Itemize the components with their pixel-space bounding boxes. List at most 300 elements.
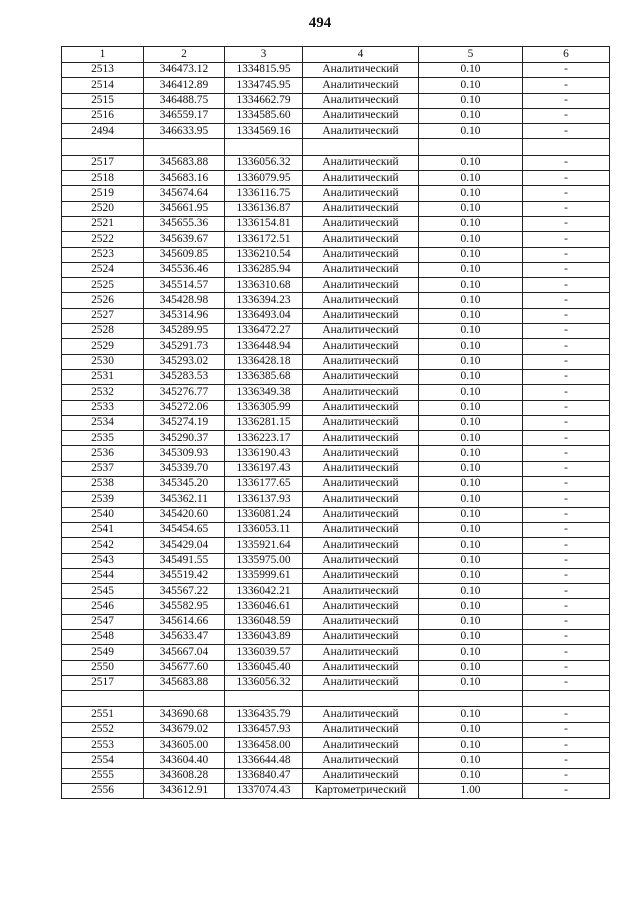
table-cell: 1336154.81 <box>225 216 303 231</box>
table-row <box>62 675 610 690</box>
table-cell <box>303 691 419 707</box>
table-cell: 345683.16 <box>144 171 225 186</box>
table-cell: 0.10 <box>419 385 523 400</box>
table-cell: Аналитический <box>303 675 419 690</box>
table-cell: - <box>523 247 610 262</box>
table-cell: Аналитический <box>303 400 419 415</box>
table-cell: 345639.67 <box>144 232 225 247</box>
table-cell: 0.10 <box>419 768 523 783</box>
table-cell: 0.10 <box>419 324 523 339</box>
table-cell: - <box>523 400 610 415</box>
table-cell: Аналитический <box>303 660 419 675</box>
table-cell: 345289.95 <box>144 324 225 339</box>
table-cell: - <box>523 645 610 660</box>
table-cell: 0.10 <box>419 308 523 323</box>
table-cell: - <box>523 108 610 123</box>
table-row <box>62 599 610 614</box>
table-cell: Аналитический <box>303 461 419 476</box>
table-cell: 1336458.00 <box>225 738 303 753</box>
table-cell: 1334569.16 <box>225 124 303 139</box>
table-cell: 345428.98 <box>144 293 225 308</box>
table-cell: 2530 <box>62 354 144 369</box>
table-cell: 1336310.68 <box>225 278 303 293</box>
table-cell: 1336472.27 <box>225 324 303 339</box>
table-cell: 343608.28 <box>144 768 225 783</box>
table-cell: 1334585.60 <box>225 108 303 123</box>
table-row <box>62 431 610 446</box>
table-cell: 2529 <box>62 339 144 354</box>
table-cell: Аналитический <box>303 124 419 139</box>
table-cell: 0.10 <box>419 446 523 461</box>
table-cell: Аналитический <box>303 477 419 492</box>
table-cell: 345655.36 <box>144 216 225 231</box>
table-cell: 0.10 <box>419 629 523 644</box>
table-cell: 1335975.00 <box>225 553 303 568</box>
column-header: 2 <box>144 47 225 63</box>
table-cell: Аналитический <box>303 339 419 354</box>
table-cell: 2531 <box>62 369 144 384</box>
table-cell: 345667.04 <box>144 645 225 660</box>
table-cell: Аналитический <box>303 63 419 78</box>
table-cell: 2522 <box>62 232 144 247</box>
table-cell: Аналитический <box>303 553 419 568</box>
table-cell: 2545 <box>62 584 144 599</box>
table-cell: - <box>523 614 610 629</box>
table-cell: - <box>523 431 610 446</box>
table-cell: Аналитический <box>303 293 419 308</box>
table-cell <box>225 691 303 707</box>
table-cell: 1.00 <box>419 783 523 798</box>
table-cell: - <box>523 538 610 553</box>
table-cell: - <box>523 171 610 186</box>
table-cell: 343604.40 <box>144 753 225 768</box>
table-cell: 1336056.32 <box>225 675 303 690</box>
table-row <box>62 124 610 139</box>
table-cell: 1336172.51 <box>225 232 303 247</box>
table-cell: - <box>523 584 610 599</box>
table-cell: 1336046.61 <box>225 599 303 614</box>
table-cell: 0.10 <box>419 675 523 690</box>
table-row <box>62 78 610 93</box>
table-cell: 1336281.15 <box>225 415 303 430</box>
table-cell: 2539 <box>62 492 144 507</box>
table-cell: 2546 <box>62 599 144 614</box>
table-cell: - <box>523 186 610 201</box>
table-cell: 2520 <box>62 201 144 216</box>
table-cell: 2555 <box>62 768 144 783</box>
table-cell: Аналитический <box>303 201 419 216</box>
table-cell: 1336840.47 <box>225 768 303 783</box>
table-cell: 1336210.54 <box>225 247 303 262</box>
table-row <box>62 308 610 323</box>
table-row <box>62 155 610 170</box>
table-cell: - <box>523 461 610 476</box>
table-cell: 0.10 <box>419 568 523 583</box>
table-row <box>62 553 610 568</box>
table-cell: Аналитический <box>303 232 419 247</box>
table-cell: 0.10 <box>419 78 523 93</box>
table-row <box>62 232 610 247</box>
table-cell: Аналитический <box>303 78 419 93</box>
table-cell: 0.10 <box>419 738 523 753</box>
table-cell: 345536.46 <box>144 262 225 277</box>
table-cell: - <box>523 722 610 737</box>
table-cell: 1336385.68 <box>225 369 303 384</box>
table-cell: - <box>523 738 610 753</box>
table-cell: 345272.06 <box>144 400 225 415</box>
table-cell: 0.10 <box>419 201 523 216</box>
table-cell: 345420.60 <box>144 507 225 522</box>
table-cell: 2553 <box>62 738 144 753</box>
table-cell: 345609.85 <box>144 247 225 262</box>
table-cell: - <box>523 339 610 354</box>
table-cell <box>225 139 303 155</box>
table-cell: - <box>523 415 610 430</box>
table-cell: 1336039.57 <box>225 645 303 660</box>
table-cell: 345291.73 <box>144 339 225 354</box>
table-cell: 2556 <box>62 783 144 798</box>
table-cell: 2526 <box>62 293 144 308</box>
table-row <box>62 507 610 522</box>
table-cell: 0.10 <box>419 354 523 369</box>
table-cell: 1336042.21 <box>225 584 303 599</box>
table-cell: Аналитический <box>303 431 419 446</box>
table-cell: 0.10 <box>419 722 523 737</box>
table-cell: 0.10 <box>419 614 523 629</box>
table-cell: 2550 <box>62 660 144 675</box>
table-row <box>62 645 610 660</box>
table-row <box>62 492 610 507</box>
table-cell: 345274.19 <box>144 415 225 430</box>
table-cell: 0.10 <box>419 431 523 446</box>
table-cell: 346633.95 <box>144 124 225 139</box>
table-row <box>62 584 610 599</box>
table-cell: 1336043.89 <box>225 629 303 644</box>
table-row <box>62 262 610 277</box>
table-row <box>62 108 610 123</box>
table-cell: 0.10 <box>419 216 523 231</box>
table-cell: 2536 <box>62 446 144 461</box>
table-cell: 1334745.95 <box>225 78 303 93</box>
column-header: 6 <box>523 47 610 63</box>
table-cell: 343679.02 <box>144 722 225 737</box>
table-cell: 345567.22 <box>144 584 225 599</box>
table-cell: 345677.60 <box>144 660 225 675</box>
table-row <box>62 461 610 476</box>
coordinates-table <box>61 46 610 799</box>
table-cell: 345345.20 <box>144 477 225 492</box>
table-cell: 343605.00 <box>144 738 225 753</box>
table-cell: Аналитический <box>303 707 419 722</box>
table-cell: 2514 <box>62 78 144 93</box>
table-cell: - <box>523 63 610 78</box>
table-cell: 1336190.43 <box>225 446 303 461</box>
table-cell: Аналитический <box>303 216 419 231</box>
table-cell: 0.10 <box>419 232 523 247</box>
table-cell: 345683.88 <box>144 155 225 170</box>
table-cell: - <box>523 308 610 323</box>
table-cell: 1336116.75 <box>225 186 303 201</box>
table-cell: 2532 <box>62 385 144 400</box>
table-cell: 343612.91 <box>144 783 225 798</box>
table-row <box>62 293 610 308</box>
table-cell: Аналитический <box>303 93 419 108</box>
column-header: 4 <box>303 47 419 63</box>
table-cell: 345283.53 <box>144 369 225 384</box>
table-cell: - <box>523 675 610 690</box>
table-cell <box>523 139 610 155</box>
table-cell: 0.10 <box>419 599 523 614</box>
table-cell: 0.10 <box>419 247 523 262</box>
table-cell: 2537 <box>62 461 144 476</box>
table-cell: 345362.11 <box>144 492 225 507</box>
table-cell: 345633.47 <box>144 629 225 644</box>
table-cell: 1336197.43 <box>225 461 303 476</box>
table-cell: 2540 <box>62 507 144 522</box>
table-cell: - <box>523 707 610 722</box>
table-cell: 2544 <box>62 568 144 583</box>
table-cell: - <box>523 78 610 93</box>
table-row <box>62 400 610 415</box>
table-cell: Аналитический <box>303 722 419 737</box>
table-cell: Аналитический <box>303 768 419 783</box>
table-cell: 0.10 <box>419 477 523 492</box>
table-cell: 2534 <box>62 415 144 430</box>
table-cell: 2541 <box>62 522 144 537</box>
table-cell: Аналитический <box>303 278 419 293</box>
table-cell: 0.10 <box>419 93 523 108</box>
table-cell: - <box>523 324 610 339</box>
table-row <box>62 354 610 369</box>
table-cell: 2494 <box>62 124 144 139</box>
table-cell: 343690.68 <box>144 707 225 722</box>
table-cell: 2551 <box>62 707 144 722</box>
table-cell: 346488.75 <box>144 93 225 108</box>
table-cell: 0.10 <box>419 492 523 507</box>
table-cell: Аналитический <box>303 385 419 400</box>
table-row <box>62 63 610 78</box>
table-row-blank <box>62 691 610 707</box>
table-cell: 1336045.40 <box>225 660 303 675</box>
table-cell: Аналитический <box>303 522 419 537</box>
table-cell: 1336053.11 <box>225 522 303 537</box>
table-cell: 1336305.99 <box>225 400 303 415</box>
table-cell: Аналитический <box>303 568 419 583</box>
table-cell: 0.10 <box>419 522 523 537</box>
table-cell: 2518 <box>62 171 144 186</box>
table-cell: 1336349.38 <box>225 385 303 400</box>
table-cell: Аналитический <box>303 507 419 522</box>
table-cell: 2548 <box>62 629 144 644</box>
table-cell: 1336428.18 <box>225 354 303 369</box>
table-cell: 0.10 <box>419 369 523 384</box>
table-cell: Аналитический <box>303 108 419 123</box>
table-header-row <box>62 47 610 63</box>
table-row <box>62 768 610 783</box>
table-cell: 1336435.79 <box>225 707 303 722</box>
table-cell: 0.10 <box>419 400 523 415</box>
table-cell: 0.10 <box>419 171 523 186</box>
table-cell: 0.10 <box>419 262 523 277</box>
table-cell: 2524 <box>62 262 144 277</box>
table-cell: Аналитический <box>303 324 419 339</box>
table-cell: 1336448.94 <box>225 339 303 354</box>
table-cell: - <box>523 262 610 277</box>
table-cell: Аналитический <box>303 584 419 599</box>
table-cell: - <box>523 446 610 461</box>
table-cell: 2517 <box>62 675 144 690</box>
table-cell: 1336394.23 <box>225 293 303 308</box>
table-cell: 0.10 <box>419 538 523 553</box>
table-row <box>62 538 610 553</box>
table-cell: 2543 <box>62 553 144 568</box>
table-row <box>62 660 610 675</box>
table-row <box>62 722 610 737</box>
table-row <box>62 216 610 231</box>
table-cell: - <box>523 522 610 537</box>
table-cell: 0.10 <box>419 461 523 476</box>
table-cell: 345293.02 <box>144 354 225 369</box>
table-row <box>62 707 610 722</box>
table-cell: Аналитический <box>303 629 419 644</box>
column-header: 5 <box>419 47 523 63</box>
table-cell: Аналитический <box>303 369 419 384</box>
table-cell: - <box>523 768 610 783</box>
table-cell: - <box>523 93 610 108</box>
table-cell: 1336644.48 <box>225 753 303 768</box>
table-cell: - <box>523 568 610 583</box>
table-cell: 1336136.87 <box>225 201 303 216</box>
table-cell: - <box>523 216 610 231</box>
table-cell: 0.10 <box>419 293 523 308</box>
table-cell: - <box>523 507 610 522</box>
table-cell: 1335999.61 <box>225 568 303 583</box>
table-cell: 345491.55 <box>144 553 225 568</box>
table-cell: 345582.95 <box>144 599 225 614</box>
table-cell: 2542 <box>62 538 144 553</box>
table-cell: 2538 <box>62 477 144 492</box>
table-cell: - <box>523 599 610 614</box>
table-cell: - <box>523 278 610 293</box>
table-cell: 345514.57 <box>144 278 225 293</box>
table-cell: 1336457.93 <box>225 722 303 737</box>
table-cell: 1337074.43 <box>225 783 303 798</box>
table-cell: 345314.96 <box>144 308 225 323</box>
table-cell: 1336056.32 <box>225 155 303 170</box>
table-cell: - <box>523 354 610 369</box>
table-cell: 0.10 <box>419 707 523 722</box>
table-cell: - <box>523 753 610 768</box>
table-cell: 2528 <box>62 324 144 339</box>
table-cell: 1336177.65 <box>225 477 303 492</box>
table-cell: 345661.95 <box>144 201 225 216</box>
table-cell: 0.10 <box>419 507 523 522</box>
table-cell: 0.10 <box>419 155 523 170</box>
table-row <box>62 415 610 430</box>
table-cell: Аналитический <box>303 492 419 507</box>
table-cell: 0.10 <box>419 553 523 568</box>
table-cell: - <box>523 232 610 247</box>
table-cell: 0.10 <box>419 584 523 599</box>
table-cell: 0.10 <box>419 660 523 675</box>
table-cell <box>523 691 610 707</box>
table-cell: - <box>523 385 610 400</box>
table-cell: 2527 <box>62 308 144 323</box>
table-row <box>62 446 610 461</box>
table-cell: 0.10 <box>419 186 523 201</box>
table-cell: Аналитический <box>303 308 419 323</box>
table-row <box>62 201 610 216</box>
table-cell: 1336223.17 <box>225 431 303 446</box>
table-cell: 0.10 <box>419 339 523 354</box>
table-cell: 2516 <box>62 108 144 123</box>
table-cell: 0.10 <box>419 415 523 430</box>
table-cell: 346473.12 <box>144 63 225 78</box>
table-cell: 2515 <box>62 93 144 108</box>
table-cell: 345519.42 <box>144 568 225 583</box>
table-cell: - <box>523 155 610 170</box>
table-cell: 2513 <box>62 63 144 78</box>
table-cell: 2519 <box>62 186 144 201</box>
table-cell <box>144 691 225 707</box>
table-cell: 0.10 <box>419 753 523 768</box>
table-cell <box>62 691 144 707</box>
table-row <box>62 171 610 186</box>
page-number: 494 <box>308 15 332 31</box>
table-cell: 2517 <box>62 155 144 170</box>
table-cell: 1336493.04 <box>225 308 303 323</box>
table-cell: Аналитический <box>303 446 419 461</box>
table-cell: 346559.17 <box>144 108 225 123</box>
table-cell: Аналитический <box>303 155 419 170</box>
table-cell: Картометрический <box>303 783 419 798</box>
column-header: 1 <box>62 47 144 63</box>
table-cell: 0.10 <box>419 108 523 123</box>
table-row <box>62 93 610 108</box>
table-cell: 2547 <box>62 614 144 629</box>
table-cell: - <box>523 201 610 216</box>
table-cell: 345290.37 <box>144 431 225 446</box>
table-cell: 1336081.24 <box>225 507 303 522</box>
table-cell: - <box>523 369 610 384</box>
table-cell: 1334662.79 <box>225 93 303 108</box>
table-row <box>62 369 610 384</box>
table-cell: Аналитический <box>303 538 419 553</box>
table-cell: 345339.70 <box>144 461 225 476</box>
table-cell: 345429.04 <box>144 538 225 553</box>
table-cell: Аналитический <box>303 645 419 660</box>
table-cell: Аналитический <box>303 599 419 614</box>
table-cell: 1336285.94 <box>225 262 303 277</box>
table-cell: 345614.66 <box>144 614 225 629</box>
table-cell <box>303 139 419 155</box>
table-row <box>62 738 610 753</box>
table-cell: 345309.93 <box>144 446 225 461</box>
table-cell: - <box>523 124 610 139</box>
table-cell: 345683.88 <box>144 675 225 690</box>
table-row <box>62 385 610 400</box>
table-cell: 345454.65 <box>144 522 225 537</box>
table-cell: 2525 <box>62 278 144 293</box>
table-row <box>62 753 610 768</box>
table-cell: 0.10 <box>419 278 523 293</box>
table-cell: - <box>523 629 610 644</box>
table-cell: 345276.77 <box>144 385 225 400</box>
table-cell: - <box>523 553 610 568</box>
table-cell: Аналитический <box>303 738 419 753</box>
table-cell: Аналитический <box>303 415 419 430</box>
table-cell: - <box>523 660 610 675</box>
